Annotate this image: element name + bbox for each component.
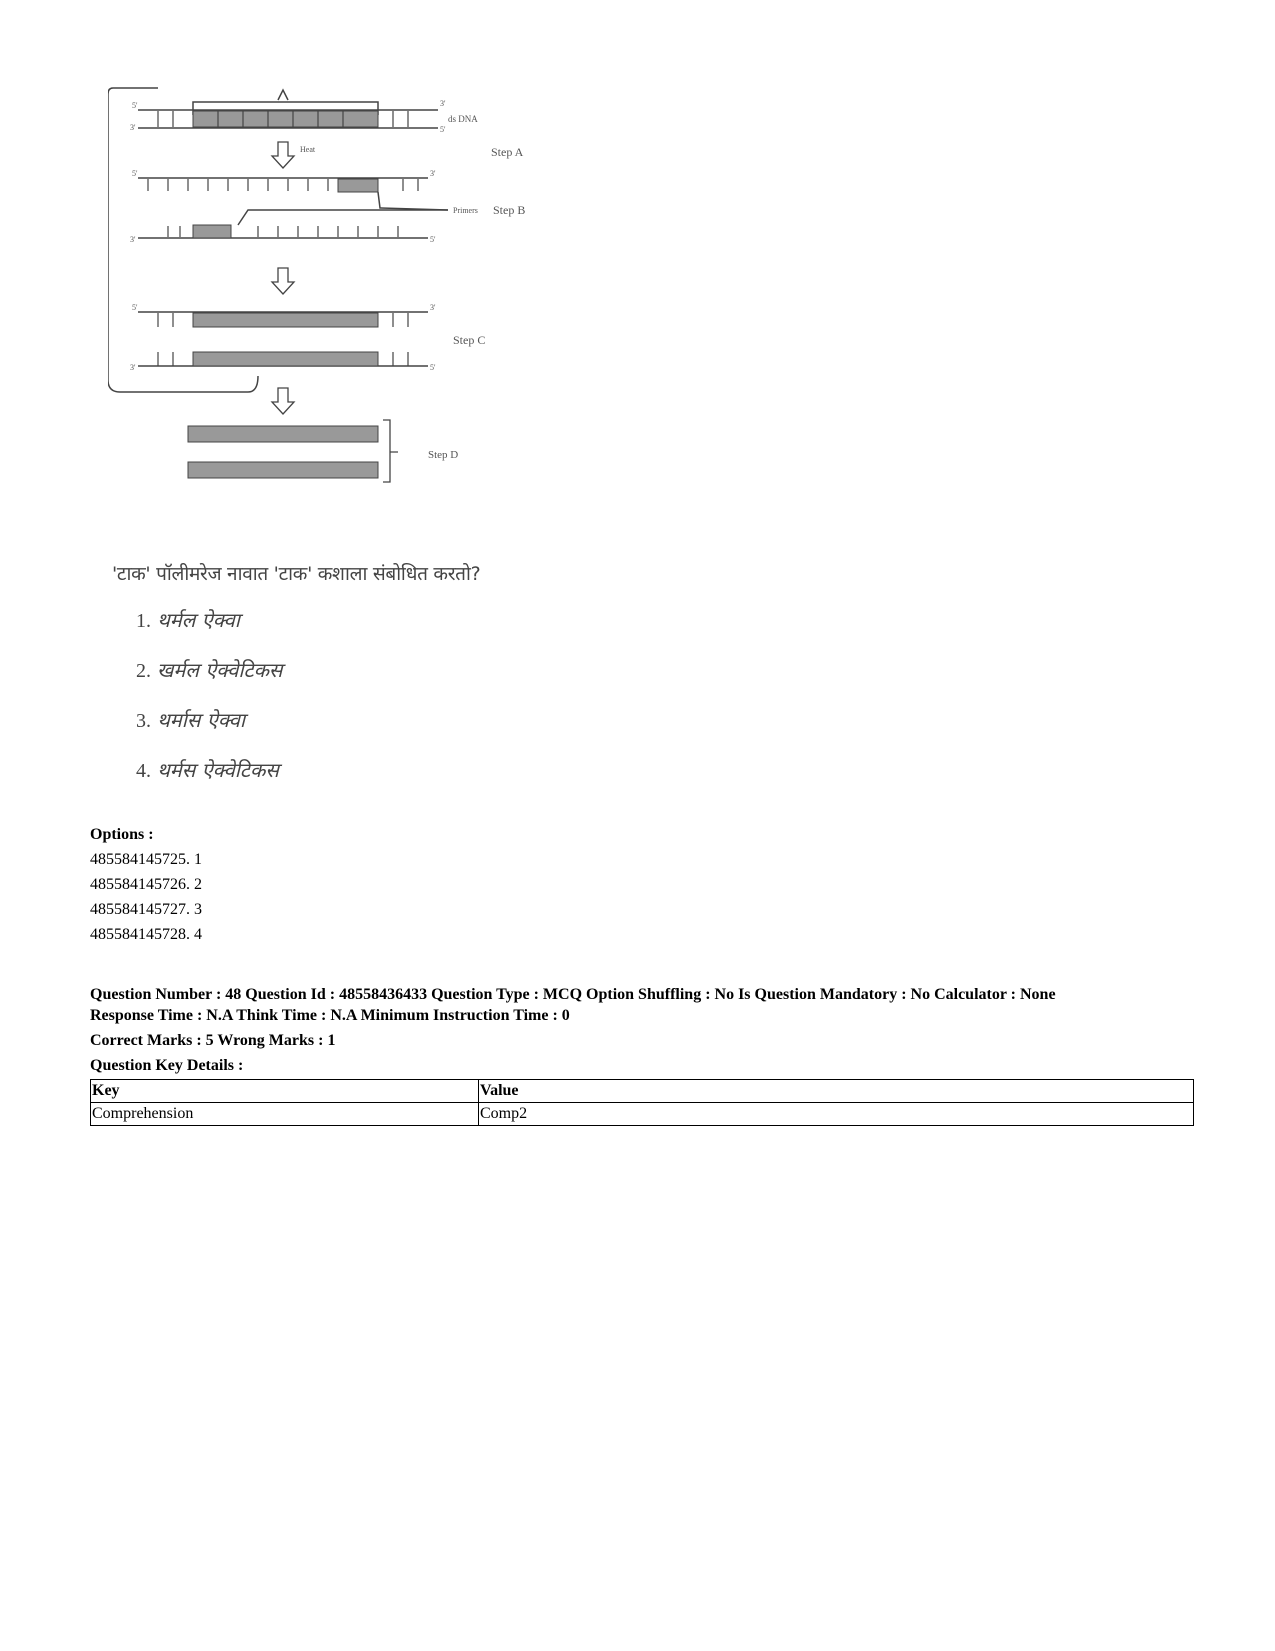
option-number: 3. (136, 710, 151, 732)
pcr-diagram (108, 80, 568, 520)
question-text: 'टाक' पॉलीमरेज नावात 'टाक' कशाला संबोधित करतो? (112, 563, 481, 585)
step-d-dna-2 (188, 462, 378, 478)
question-option-1 (136, 606, 708, 634)
option-text: थर्मस ऐक्वेटिकस (157, 758, 279, 782)
table-cell-value: Comp2 (479, 1103, 1194, 1126)
strand-end-label: 3' (430, 303, 436, 312)
primers-label: Primers (453, 206, 478, 215)
table-header-row (91, 1080, 1194, 1103)
strand-end-label: 3' (130, 363, 136, 372)
option-id-2: 485584145726. 2 (90, 876, 202, 893)
question-meta-line-2: Response Time : N.A Think Time : N.A Minimum Instruction Time : 0 (90, 1007, 570, 1024)
strand-end-label: 3' (130, 123, 136, 132)
strand-end-label: 5' (132, 303, 138, 312)
strand-end-label: 5' (132, 101, 138, 110)
strand-end-label: 5' (430, 235, 436, 244)
question-meta (90, 984, 1190, 1076)
marks-line: Correct Marks : 5 Wrong Marks : 1 (90, 1032, 336, 1049)
strand-end-label: 3' (130, 235, 136, 244)
step-a-label: Step A (491, 145, 524, 159)
strand-end-label: 5' (440, 125, 446, 134)
options-section (90, 822, 202, 947)
step-a-dsdna-shaded (193, 111, 378, 127)
strand-end-label: 3' (430, 169, 436, 178)
option-id-4: 485584145728. 4 (90, 926, 202, 943)
options-heading: Options : (90, 826, 154, 843)
option-number: 2. (136, 660, 151, 682)
table-row (91, 1103, 1194, 1126)
primer-shaded-top (338, 179, 378, 192)
question-meta-line-1: Question Number : 48 Question Id : 48558436433 Question Type : MCQ Option Shuffling : No Is Question Mandatory : No Calculator : None (90, 986, 1056, 1003)
ds-dna-label: ds DNA (448, 114, 478, 124)
table-header-value: Value (479, 1080, 1194, 1103)
strand-end-label: 5' (430, 363, 436, 372)
down-arrow-icon (272, 268, 294, 294)
key-details-table (90, 1079, 1194, 1126)
primer-shaded-bottom (193, 225, 231, 238)
option-id-1: 485584145725. 1 (90, 851, 202, 868)
step-c-strand-2 (193, 352, 378, 366)
strand-end-label: 3' (440, 99, 446, 108)
option-text: थर्मास ऐक्वा (157, 708, 246, 732)
step-c-strand-1 (193, 313, 378, 327)
strand-end-label: 5' (132, 169, 138, 178)
option-id-3: 485584145727. 3 (90, 901, 202, 918)
table-header-key: Key (91, 1080, 479, 1103)
question-option-3 (136, 706, 708, 734)
option-number: 1. (136, 610, 151, 632)
table-cell-key: Comprehension (91, 1103, 479, 1126)
step-d-label: Step D (428, 449, 459, 461)
down-arrow-icon (272, 142, 294, 168)
step-c-label: Step C (453, 333, 486, 347)
option-text: खर्मल ऐक्वेटिकस (157, 658, 283, 682)
key-details-heading: Question Key Details : (90, 1057, 244, 1074)
down-arrow-icon (272, 388, 294, 414)
step-b-label: Step B (493, 203, 526, 217)
question-option-4 (136, 756, 708, 784)
option-text: थर्मल ऐक्वा (157, 608, 240, 632)
heat-label: Heat (300, 145, 316, 154)
question-option-2 (136, 656, 708, 684)
option-number: 4. (136, 760, 151, 782)
step-d-dna-1 (188, 426, 378, 442)
question-image-content (108, 560, 708, 806)
